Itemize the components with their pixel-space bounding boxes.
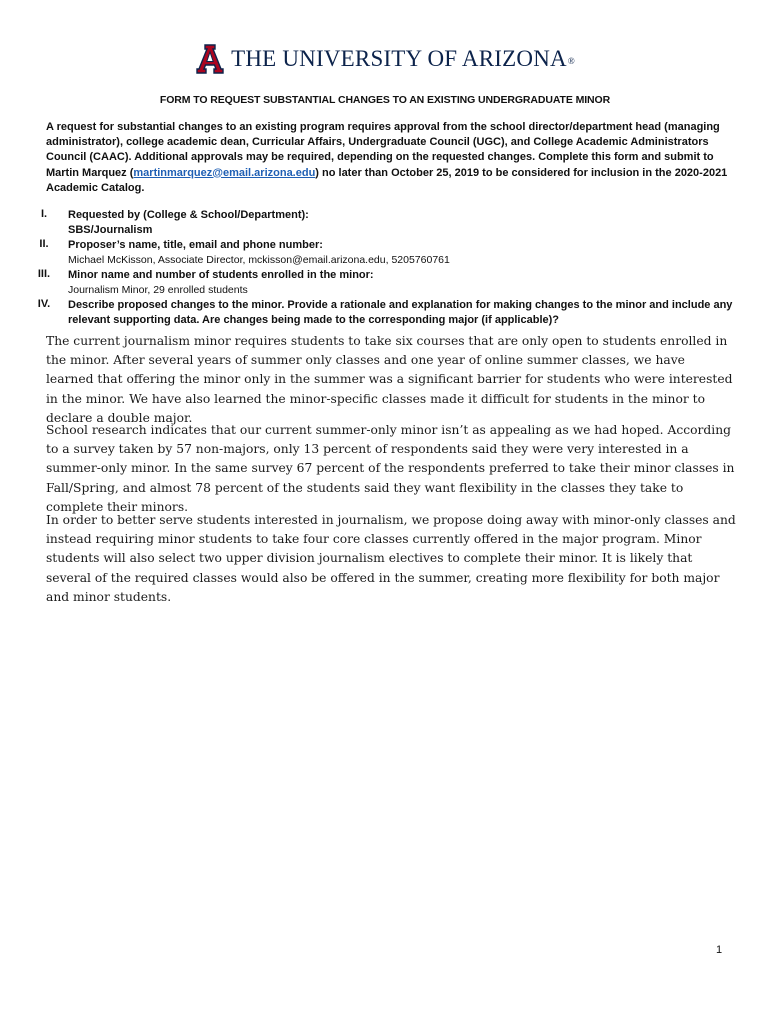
intro-instructions [46,120,730,196]
item-answer: SBS/Journalism [68,224,153,236]
email-link[interactable]: martinmarquez@email.arizona.edu [133,166,316,179]
item-question: Requested by (College & School/Department): [68,209,309,221]
form-item-minor-name [20,268,740,298]
item-question: Describe proposed changes to the minor. Provide a rationale and explanation for making changes to the minor and include any relevant supporting data. Are changes being made to the corresponding major (if applicable)? [68,299,733,326]
intro-text-after: ) no later than October 25, 2019 to be considered for inclusion in the 2020-2021 Academic Catalog. [46,166,728,194]
item-question: Proposer’s name, title, email and phone number: [68,239,323,251]
item-question: Minor name and number of students enrolled in the minor: [68,269,374,281]
item-numeral: IV. [37,298,51,310]
intro-text-before: A request for substantial changes to an existing program requires approval from the school director/department head (managing administrator), college academic dean, Curricular Affairs, Undergraduate Council (UGC), and College Academic Administrators Council (CAAC). Additional approvals may be required, depending on the requested changes. Complete this form and submit to Martin Marquez ( [46,121,720,179]
item-numeral: II. [39,238,49,250]
body-paragraph: In order to better serve students interested in journalism, we propose doing away with minor-only classes and instead requiring minor students to take four core classes currently offered in the major program. Minor students will also select two upper division journalism electives to complete their minor. It is likely that several of the required classes would also be offered in the summer, creating more flexibility for both major and minor students. [46,513,736,604]
form-items [20,208,740,328]
item-answer: Journalism Minor, 29 enrolled students [68,284,248,296]
form-item-proposer [20,238,740,268]
form-title: FORM TO REQUEST SUBSTANTIAL CHANGES TO AN EXISTING UNDERGRADUATE MINOR [159,94,611,106]
form-item-requested-by [20,208,740,238]
arizona-a-logo-icon [195,44,225,74]
item-answer: Michael McKisson, Associate Director, mckisson@email.arizona.edu, 5205760761 [68,254,450,266]
body-paragraph: School research indicates that our current summer-only minor isn’t as appealing as we had hoped. According to a survey taken by 57 non-majors, only 13 percent of respondents said they were very interested in a summer-only minor. In the same survey 67 percent of the respondents preferred to take their minor classes in Fall/Spring, and almost 78 percent of the students said they want flexibility in the classes they take to complete their minors. [46,423,735,514]
item-numeral: I. [40,208,48,220]
body-paragraph: The current journalism minor requires students to take six courses that are only open to students enrolled in the minor. After several years of summer only classes and one year of online summer classes, we have learned that offering the minor only in the summer was a significant barrier for students who were interested in the minor. We have also learned the minor-specific classes made it difficult for students in the minor to declare a double major. [46,334,733,425]
university-name-text: THE UNIVERSITY OF ARIZONA [231,46,567,71]
registered-mark: ® [567,55,575,66]
form-item-proposed-changes [20,298,740,328]
university-logo [0,44,770,74]
university-name [231,46,575,72]
page-number: 1 [716,944,723,956]
item-numeral: III. [37,268,51,280]
